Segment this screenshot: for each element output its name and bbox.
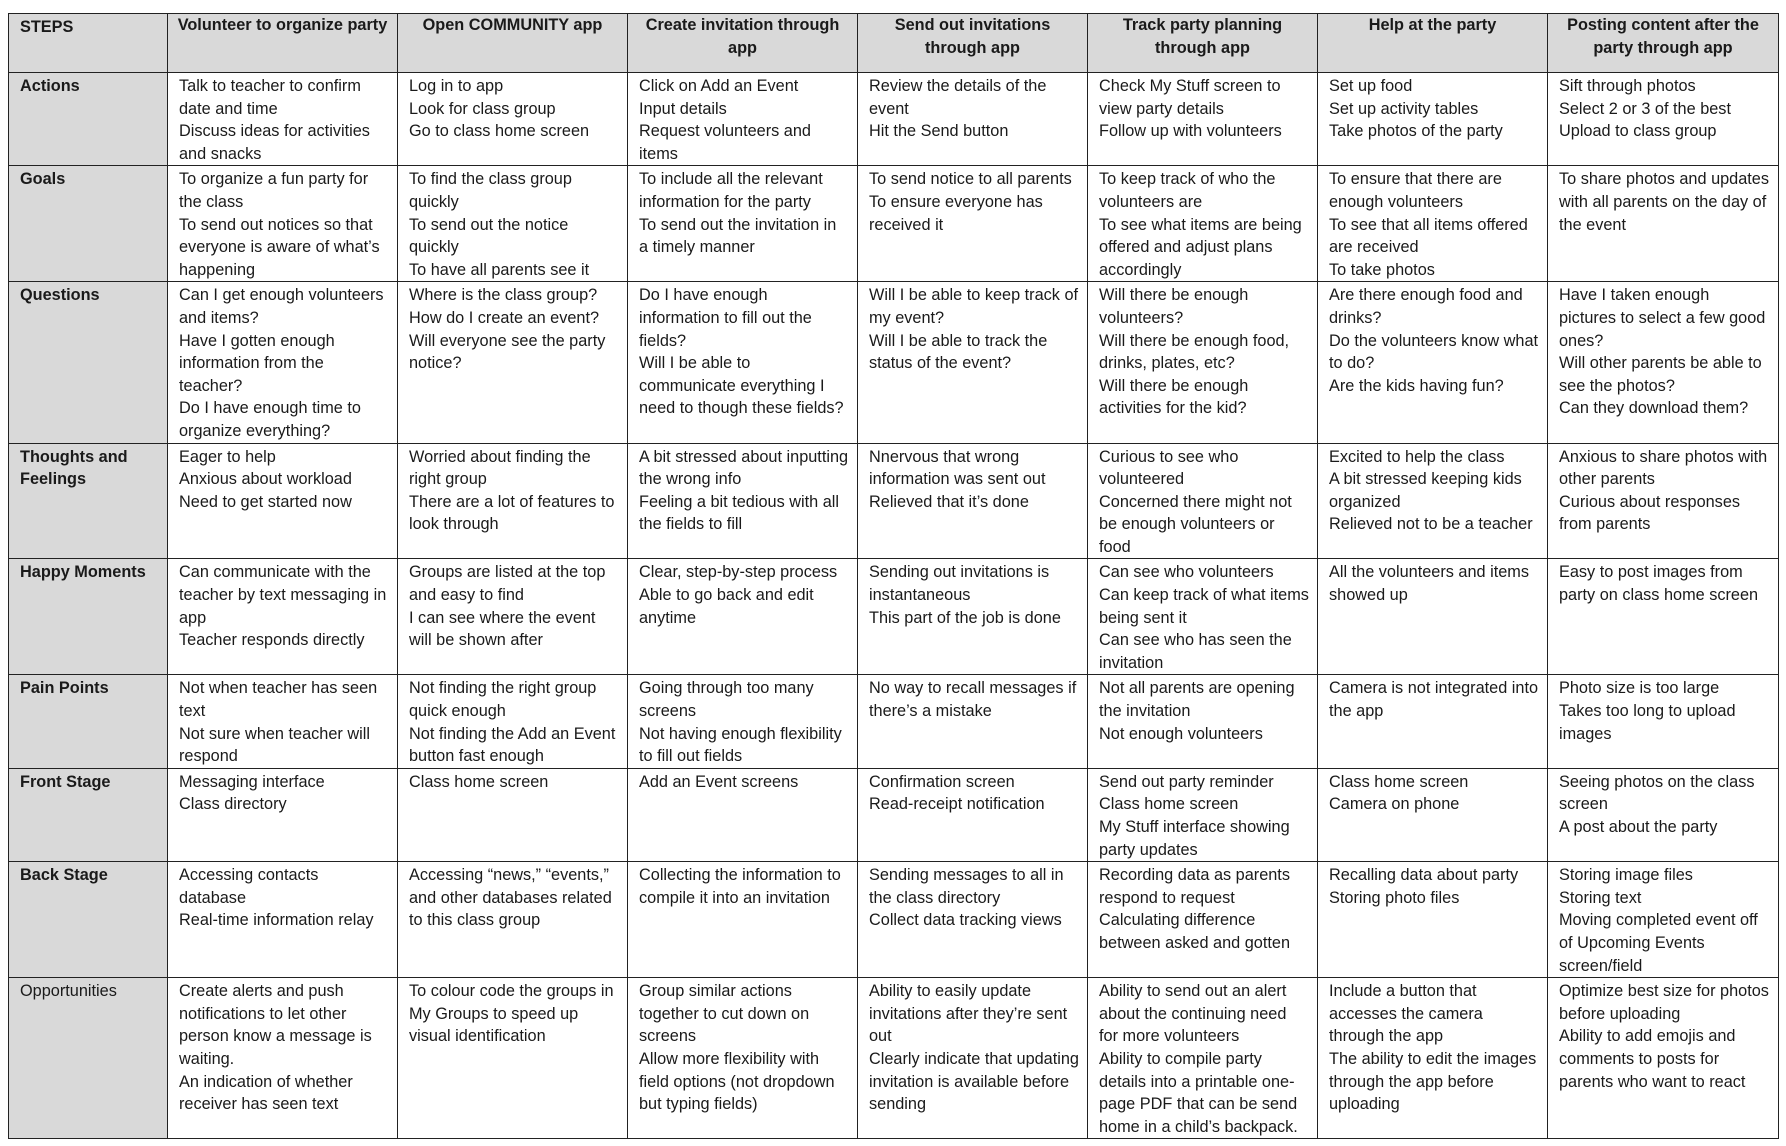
cell-thoughts-and-feelings-track-planning <box>1088 443 1318 559</box>
cell-line: Accessing contacts database <box>179 866 319 907</box>
cell-line: To share photos and updates with all parents on the day of the event <box>1559 170 1770 234</box>
cell-line: Clearly indicate that updating invitation is available before sending <box>869 1049 1079 1114</box>
cell-line: Review the details of the event <box>869 77 1047 118</box>
cell-line: Allow more flexibility with field options (not dropdown but typing fields) <box>639 1049 835 1114</box>
cell-line: Photo size is too large <box>1559 679 1720 698</box>
cell-line: To send out the invitation in a timely manner <box>639 215 837 257</box>
step-header-track-planning: Track party planning through app <box>1088 14 1318 73</box>
cell-questions-help-at-party <box>1318 282 1548 443</box>
cell-happy-moments-track-planning <box>1088 559 1318 675</box>
cell-line: Do I have enough information to fill out the fields? <box>639 286 812 350</box>
row-label-questions: Questions <box>9 282 168 443</box>
cell-line: To colour code the groups in My Groups to speed up visual identification <box>409 982 614 1046</box>
cell-goals-create-invitation <box>628 166 858 282</box>
cell-line: Include a button that accesses the camera through the app <box>1329 982 1483 1046</box>
cell-line: To send out the notice quickly <box>409 215 569 257</box>
cell-opportunities-send-invitations <box>858 978 1088 1139</box>
row-questions <box>9 282 1779 443</box>
cell-line: Will everyone see the party notice? <box>409 331 606 373</box>
cell-line: Are there enough food and drinks? <box>1329 286 1523 327</box>
cell-line: Not when teacher has seen text <box>179 679 378 721</box>
cell-line: No way to recall messages if there’s a mistake <box>869 679 1077 721</box>
step-header-create-invitation: Create invitation through app <box>628 14 858 73</box>
cell-back-stage-posting-content <box>1548 862 1779 978</box>
cell-line: Storing text <box>1559 888 1642 907</box>
cell-line: Will other parents be able to see the photos? <box>1559 354 1762 395</box>
cell-line: To find the class group quickly <box>409 170 572 211</box>
cell-opportunities-create-invitation <box>628 978 858 1139</box>
cell-actions-open-app <box>398 73 628 166</box>
cell-front-stage-help-at-party <box>1318 768 1548 861</box>
cell-line: Can see who has seen the invitation <box>1099 631 1292 672</box>
cell-line: Curious about responses from parents <box>1559 492 1741 534</box>
cell-line: Set up food <box>1329 77 1413 95</box>
cell-line: Excited to help the class <box>1329 447 1505 466</box>
cell-line: Concerned there might not be enough volunteers or food <box>1099 492 1292 556</box>
cell-line: Send out party reminder <box>1099 772 1274 791</box>
cell-questions-send-invitations <box>858 282 1088 443</box>
cell-line: Add an Event screens <box>639 772 799 791</box>
journey-body <box>9 73 1779 1139</box>
step-header-help-at-party: Help at the party <box>1318 14 1548 73</box>
cell-line: Can see who volunteers <box>1099 563 1274 582</box>
cell-line: Worried about finding the right group <box>409 447 591 489</box>
cell-line: Messaging interface <box>179 772 325 791</box>
cell-line: I can see where the event will be shown after <box>409 608 596 650</box>
cell-line: Request volunteers and items <box>639 122 811 163</box>
cell-goals-posting-content <box>1548 166 1779 282</box>
cell-line: Not sure when teacher will respond <box>179 724 370 766</box>
cell-line: To take photos <box>1329 260 1435 279</box>
cell-line: Can keep track of what items being sent it <box>1099 586 1309 627</box>
row-goals <box>9 166 1779 282</box>
cell-line: Easy to post images from party on class home screen <box>1559 563 1759 605</box>
cell-happy-moments-help-at-party <box>1318 559 1548 675</box>
cell-thoughts-and-feelings-send-invitations <box>858 443 1088 559</box>
cell-goals-track-planning <box>1088 166 1318 282</box>
step-header-send-invitations: Send out invitations through app <box>858 14 1088 73</box>
cell-line: Ability to send out an alert about the continuing need for more volunteers <box>1099 982 1287 1046</box>
row-pain-points <box>9 675 1779 768</box>
cell-opportunities-open-app <box>398 978 628 1139</box>
cell-line: Input details <box>639 99 727 118</box>
cell-line: Going through too many screens <box>639 679 814 721</box>
row-label-happy-moments: Happy Moments <box>9 559 168 675</box>
cell-line: Nnervous that wrong information was sent out <box>869 447 1046 489</box>
cell-line: Calculating difference between asked and gotten <box>1099 911 1291 952</box>
cell-line: Go to class home screen <box>409 122 590 141</box>
cell-questions-open-app <box>398 282 628 443</box>
cell-back-stage-send-invitations <box>858 862 1088 978</box>
cell-line: To see what items are being offered and adjust plans accordingly <box>1099 215 1302 279</box>
cell-line: Collect data tracking views <box>869 911 1062 930</box>
cell-line: Takes too long to upload images <box>1559 702 1736 743</box>
row-label-back-stage: Back Stage <box>9 862 168 978</box>
cell-line: Have I gotten enough information from the teacher? <box>179 331 335 395</box>
cell-line: Talk to teacher to confirm date and time <box>179 77 361 118</box>
cell-back-stage-open-app <box>398 862 628 978</box>
row-label-thoughts-and-feelings: Thoughts and Feelings <box>9 443 168 559</box>
cell-line: Camera on phone <box>1329 795 1460 814</box>
row-thoughts-and-feelings <box>9 443 1779 559</box>
cell-happy-moments-open-app <box>398 559 628 675</box>
cell-actions-posting-content <box>1548 73 1779 166</box>
row-happy-moments <box>9 559 1779 675</box>
cell-questions-volunteer <box>168 282 398 443</box>
cell-thoughts-and-feelings-posting-content <box>1548 443 1779 559</box>
cell-line: Class home screen <box>1099 795 1239 814</box>
cell-opportunities-track-planning <box>1088 978 1318 1139</box>
cell-pain-points-help-at-party <box>1318 675 1548 768</box>
customer-journey-table <box>8 13 1779 1139</box>
cell-line: Moving completed event off of Upcoming Events screen/field <box>1559 911 1758 975</box>
cell-pain-points-open-app <box>398 675 628 768</box>
cell-line: Not finding the Add an Event button fast enough <box>409 724 616 766</box>
cell-line: Are the kids having fun? <box>1329 376 1504 395</box>
cell-line: Eager to help <box>179 447 276 466</box>
cell-back-stage-create-invitation <box>628 862 858 978</box>
cell-line: Group similar actions together to cut down on screens <box>639 982 810 1046</box>
cell-line: Recalling data about party <box>1329 866 1519 885</box>
cell-line: A post about the party <box>1559 818 1718 836</box>
cell-front-stage-volunteer <box>168 768 398 861</box>
row-front-stage <box>9 768 1779 861</box>
cell-line: Class directory <box>179 795 287 814</box>
cell-line: Storing image files <box>1559 866 1693 885</box>
cell-line: Sending messages to all in the class directory <box>869 866 1064 907</box>
cell-line: Curious to see who volunteered <box>1099 447 1239 489</box>
cell-actions-send-invitations <box>858 73 1088 166</box>
cell-pain-points-volunteer <box>168 675 398 768</box>
cell-thoughts-and-feelings-volunteer <box>168 443 398 559</box>
cell-line: All the volunteers and items showed up <box>1329 563 1530 605</box>
cell-line: Class home screen <box>1329 772 1469 791</box>
cell-line: To organize a fun party for the class <box>179 170 369 211</box>
cell-line: There are a lot of features to look through <box>409 492 615 534</box>
cell-line: Real-time information relay <box>179 911 374 930</box>
cell-line: Clear, step-by-step process <box>639 563 838 582</box>
cell-back-stage-track-planning <box>1088 862 1318 978</box>
cell-line: Confirmation screen <box>869 772 1015 791</box>
cell-happy-moments-posting-content <box>1548 559 1779 675</box>
cell-line: Have I taken enough pictures to select a few good ones? <box>1559 286 1766 350</box>
cell-actions-help-at-party <box>1318 73 1548 166</box>
cell-happy-moments-send-invitations <box>858 559 1088 675</box>
cell-opportunities-posting-content <box>1548 978 1779 1139</box>
cell-line: Can communicate with the teacher by text messaging in app <box>179 563 387 627</box>
cell-line: Storing photo files <box>1329 888 1460 907</box>
cell-line: To have all parents see it <box>409 260 590 279</box>
cell-line: Discuss ideas for activities and snacks <box>179 122 370 163</box>
cell-line: Recording data as parents respond to request <box>1099 866 1290 907</box>
cell-line: Relieved not to be a teacher <box>1329 515 1533 534</box>
cell-line: Do I have enough time to organize everything? <box>179 399 361 440</box>
cell-line: Can they download them? <box>1559 399 1749 418</box>
cell-line: To send notice to all parents <box>869 170 1072 189</box>
cell-line: Groups are listed at the top and easy to find <box>409 563 606 605</box>
cell-questions-create-invitation <box>628 282 858 443</box>
cell-line: My Stuff interface showing party updates <box>1099 818 1290 859</box>
cell-line: To ensure that there are enough volunteers <box>1329 170 1502 211</box>
cell-line: Relieved that it’s done <box>869 492 1029 511</box>
cell-line: Select 2 or 3 of the best <box>1559 99 1731 118</box>
cell-line: Do the volunteers know what to do? <box>1329 331 1539 373</box>
cell-line: Can I get enough volunteers and items? <box>179 286 384 327</box>
cell-questions-posting-content <box>1548 282 1779 443</box>
step-header-volunteer: Volunteer to organize party <box>168 14 398 73</box>
cell-back-stage-volunteer <box>168 862 398 978</box>
cell-line: Will I be able to keep track of my event? <box>869 286 1079 327</box>
row-actions <box>9 73 1779 166</box>
step-header-open-app: Open COMMUNITY app <box>398 14 628 73</box>
row-opportunities <box>9 978 1779 1139</box>
row-label-front-stage: Front Stage <box>9 768 168 861</box>
cell-line: Where is the class group? <box>409 286 598 305</box>
cell-line: Sending out invitations is instantaneous <box>869 563 1050 605</box>
row-label-actions: Actions <box>9 73 168 166</box>
cell-line: Feeling a bit tedious with all the fields to fill <box>639 492 840 534</box>
cell-line: Collecting the information to compile it into an invitation <box>639 866 841 907</box>
cell-front-stage-create-invitation <box>628 768 858 861</box>
row-label-opportunities: Opportunities <box>9 978 168 1139</box>
cell-front-stage-open-app <box>398 768 628 861</box>
cell-line: Check My Stuff screen to view party details <box>1099 77 1281 118</box>
cell-pain-points-track-planning <box>1088 675 1318 768</box>
cell-line: Not all parents are opening the invitation <box>1099 679 1295 721</box>
cell-line: Camera is not integrated into the app <box>1329 679 1539 721</box>
cell-goals-volunteer <box>168 166 398 282</box>
cell-line: Hit the Send button <box>869 122 1009 141</box>
cell-line: Sift through photos <box>1559 77 1696 95</box>
cell-pain-points-send-invitations <box>858 675 1088 768</box>
row-label-goals: Goals <box>9 166 168 282</box>
cell-thoughts-and-feelings-help-at-party <box>1318 443 1548 559</box>
cell-actions-volunteer <box>168 73 398 166</box>
steps-header-row <box>9 14 1779 73</box>
cell-front-stage-posting-content <box>1548 768 1779 861</box>
cell-line: Read-receipt notification <box>869 795 1045 814</box>
cell-thoughts-and-feelings-create-invitation <box>628 443 858 559</box>
cell-line: To ensure everyone has received it <box>869 192 1043 234</box>
cell-line: Log in to app <box>409 77 504 95</box>
cell-line: Not finding the right group quick enough <box>409 679 597 721</box>
step-header-posting-content: Posting content after the party through app <box>1548 14 1779 73</box>
cell-line: Create alerts and push notifications to let other person know a message is waiting. <box>179 982 372 1068</box>
cell-pain-points-create-invitation <box>628 675 858 768</box>
cell-line: Not enough volunteers <box>1099 724 1263 743</box>
cell-opportunities-help-at-party <box>1318 978 1548 1139</box>
cell-line: Set up activity tables <box>1329 99 1479 118</box>
cell-line: Click on Add an Event <box>639 77 799 95</box>
cell-line: Look for class group <box>409 99 556 118</box>
cell-line: Teacher responds directly <box>179 631 365 650</box>
cell-front-stage-send-invitations <box>858 768 1088 861</box>
row-back-stage <box>9 862 1779 978</box>
cell-line: Seeing photos on the class screen <box>1559 772 1755 814</box>
cell-line: Will there be enough volunteers? <box>1099 286 1249 327</box>
cell-line: A bit stressed keeping kids organized <box>1329 470 1522 511</box>
cell-front-stage-track-planning <box>1088 768 1318 861</box>
cell-goals-open-app <box>398 166 628 282</box>
cell-line: To see that all items offered are received <box>1329 215 1528 257</box>
cell-line: Ability to compile party details into a printable one-page PDF that can be send home in a child’s backpack. <box>1099 1049 1298 1136</box>
cell-actions-create-invitation <box>628 73 858 166</box>
cell-goals-help-at-party <box>1318 166 1548 282</box>
cell-line: Class home screen <box>409 772 549 791</box>
row-label-pain-points: Pain Points <box>9 675 168 768</box>
cell-line: Follow up with volunteers <box>1099 122 1282 141</box>
cell-questions-track-planning <box>1088 282 1318 443</box>
cell-line: How do I create an event? <box>409 308 600 327</box>
cell-opportunities-volunteer <box>168 978 398 1139</box>
steps-corner-cell: STEPS <box>9 14 168 73</box>
cell-line: A bit stressed about inputting the wrong info <box>639 447 849 489</box>
cell-line: Will I be able to communicate everything I need to though these fields? <box>639 354 844 418</box>
cell-line: Anxious to share photos with other parents <box>1559 447 1768 489</box>
cell-line: Optimize best size for photos before uploading <box>1559 982 1769 1023</box>
cell-line: Ability to add emojis and comments to posts for parents who want to react <box>1559 1027 1746 1091</box>
cell-actions-track-planning <box>1088 73 1318 166</box>
cell-line: Need to get started now <box>179 492 352 511</box>
cell-line: Will I be able to track the status of the event? <box>869 331 1048 373</box>
cell-line: An indication of whether receiver has seen text <box>179 1072 353 1114</box>
cell-happy-moments-create-invitation <box>628 559 858 675</box>
cell-line: Anxious about workload <box>179 470 352 489</box>
cell-line: To include all the relevant information for the party <box>639 170 823 211</box>
cell-pain-points-posting-content <box>1548 675 1779 768</box>
cell-line: Accessing “news,” “events,” and other databases related to this class group <box>409 866 612 930</box>
cell-line: To keep track of who the volunteers are <box>1099 170 1276 211</box>
cell-line: Upload to class group <box>1559 122 1717 141</box>
cell-line: Ability to easily update invitations after they’re sent out <box>869 982 1068 1046</box>
cell-happy-moments-volunteer <box>168 559 398 675</box>
cell-goals-send-invitations <box>858 166 1088 282</box>
cell-line: This part of the job is done <box>869 608 1061 627</box>
cell-line: Take photos of the party <box>1329 122 1503 141</box>
cell-line: Will there be enough activities for the kid? <box>1099 376 1249 418</box>
cell-thoughts-and-feelings-open-app <box>398 443 628 559</box>
cell-line: Able to go back and edit anytime <box>639 586 814 627</box>
cell-line: Will there be enough food, drinks, plates, etc? <box>1099 331 1290 373</box>
cell-line: Not having enough flexibility to fill out fields <box>639 724 842 766</box>
cell-line: To send out notices so that everyone is aware of what’s happening <box>179 215 380 279</box>
cell-back-stage-help-at-party <box>1318 862 1548 978</box>
cell-line: The ability to edit the images through the app before uploading <box>1329 1049 1537 1114</box>
